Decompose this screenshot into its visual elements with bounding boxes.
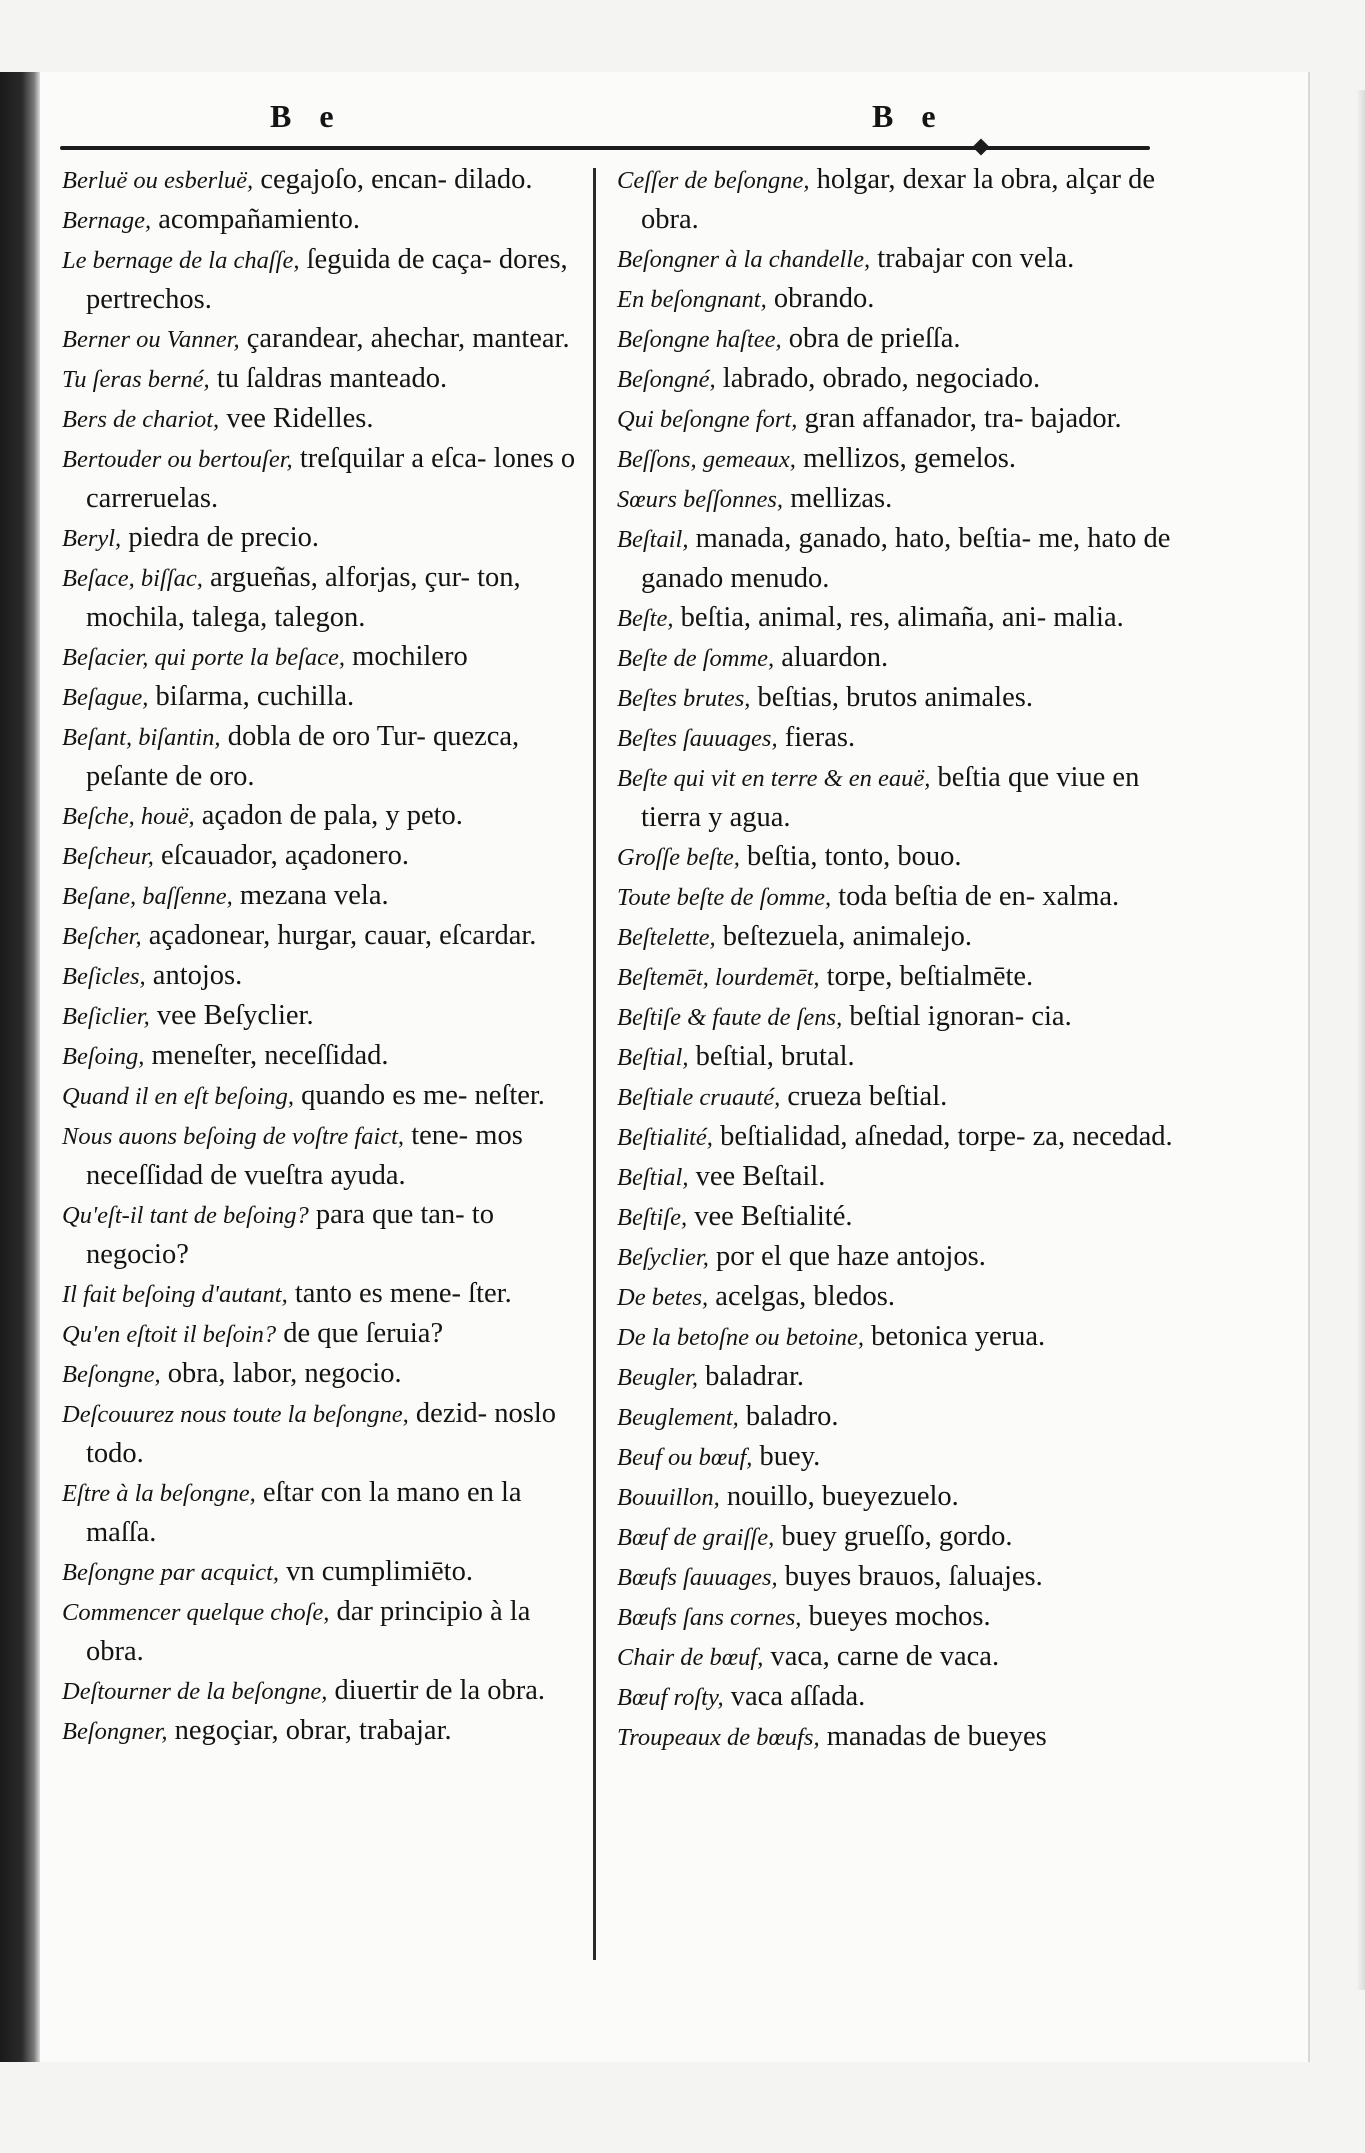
dictionary-entry — [62, 916, 584, 956]
dictionary-entry — [617, 678, 1177, 718]
dictionary-entry — [617, 638, 1177, 678]
entry-definition: baladrar. — [697, 1361, 804, 1392]
entry-definition: buey grueſſo, gordo. — [774, 1521, 1013, 1552]
entry-definition: ſeguida de caça- dores, pertrechos. — [86, 244, 568, 315]
entry-headword: Beſte de ſomme, — [617, 645, 775, 672]
dictionary-entry — [617, 1597, 1177, 1637]
running-head-left: B e — [270, 98, 344, 134]
entry-definition: labrado, obrado, negociado. — [715, 363, 1041, 394]
entry-definition: beſtezuela, animalejo. — [715, 921, 972, 952]
entry-headword: De la betoſne ou betoine, — [617, 1324, 864, 1351]
dictionary-entry — [62, 1473, 584, 1552]
dictionary-entry — [617, 1277, 1177, 1317]
entry-headword: Beſtiale cruauté, — [617, 1084, 781, 1111]
dictionary-entry — [62, 439, 584, 518]
entry-definition: beſtial ignoran- cia. — [842, 1001, 1072, 1032]
entry-definition: holgar, dexar la obra, alçar de obra. — [641, 164, 1155, 235]
entry-definition: mochilero — [345, 641, 468, 672]
entry-headword: Beſicles, — [62, 963, 146, 990]
page-right-edge — [1357, 90, 1365, 1990]
entry-headword: Bœufs ſauuages, — [617, 1564, 778, 1591]
entry-headword: Beuf ou bœuf, — [617, 1444, 753, 1471]
dictionary-entry — [617, 1317, 1177, 1357]
dictionary-entry — [617, 1517, 1177, 1557]
dictionary-entry — [617, 1157, 1177, 1197]
entry-headword: Ceſſer de beſongne, — [617, 167, 810, 194]
entry-headword: Tu ſeras berné, — [62, 366, 210, 393]
entry-definition: trabajar con vela. — [870, 243, 1075, 274]
entry-definition: acelgas, bledos. — [708, 1281, 895, 1312]
entry-definition: manada, ganado, hato, beſtia- me, hato de ganado menudo. — [641, 523, 1171, 594]
entry-headword: Sœurs beſſonnes, — [617, 486, 784, 513]
dictionary-entry — [617, 1077, 1177, 1117]
entry-definition: tene- mos neceſſidad de vueſtra ayuda. — [86, 1120, 523, 1191]
dictionary-entry — [62, 1116, 584, 1195]
entry-headword: Beſtail, — [617, 526, 689, 553]
dictionary-entry — [62, 717, 584, 796]
entry-definition: dezid- noslo todo. — [86, 1398, 557, 1469]
entry-headword: Quand il en eſt beſoing, — [62, 1083, 295, 1110]
entry-definition: mezana vela. — [232, 880, 389, 911]
entry-headword: Beſoing, — [62, 1043, 145, 1070]
dictionary-entry — [62, 399, 584, 439]
entry-headword: Beſſons, gemeaux, — [617, 446, 796, 473]
dictionary-entry — [62, 836, 584, 876]
entry-definition: dar principio à la obra. — [86, 1596, 531, 1667]
entry-headword: Beſtiſe, — [617, 1204, 688, 1231]
entry-headword: Qu'eſt-il tant de beſoing? — [62, 1202, 309, 1229]
dictionary-entry — [617, 1237, 1177, 1277]
entry-definition: por el que haze antojos. — [708, 1241, 986, 1272]
entry-definition: vaca aſſada. — [723, 1681, 866, 1712]
entry-definition: vee Beſtialité. — [687, 1201, 853, 1232]
entry-headword: Beſtes brutes, — [617, 685, 751, 712]
entry-definition: mellizas. — [783, 483, 893, 514]
entry-definition: fieras. — [777, 722, 856, 753]
entry-definition: meneſter, neceſſidad. — [144, 1040, 389, 1071]
entry-headword: Qui beſongne fort, — [617, 406, 798, 433]
entry-definition: negoçiar, obrar, trabajar. — [167, 1715, 452, 1746]
scan-binding-shadow — [0, 72, 40, 2062]
dictionary-entry — [62, 876, 584, 916]
dictionary-entry — [617, 837, 1177, 877]
entry-headword: Beſace, biſſac, — [62, 565, 203, 592]
entry-headword: Beſongné, — [617, 366, 716, 393]
entry-definition: eſcauador, açadonero. — [153, 840, 410, 871]
entry-headword: Beſongne haſtee, — [617, 326, 782, 353]
entry-headword: Beſtialité, — [617, 1124, 713, 1151]
entry-definition: tanto es mene- ſter. — [287, 1278, 512, 1309]
entry-definition: obra, labor, negocio. — [160, 1358, 402, 1389]
dictionary-entry — [617, 1677, 1177, 1717]
entry-headword: Berluë ou esberluë, — [62, 167, 254, 194]
entry-headword: Beſte, — [617, 605, 674, 632]
entry-headword: Beſane, baſſenne, — [62, 883, 233, 910]
dictionary-entry — [617, 1437, 1177, 1477]
entry-definition: beſtial, brutal. — [688, 1041, 855, 1072]
entry-definition: manadas de bueyes — [819, 1721, 1047, 1752]
entry-definition: torpe, beſtialmēte. — [819, 961, 1034, 992]
dictionary-entry — [617, 359, 1177, 399]
entry-definition: beſtia, animal, res, alimaña, ani- malia. — [673, 602, 1124, 633]
entry-definition: açadon de pala, y peto. — [194, 800, 463, 831]
entry-definition: piedra de precio. — [121, 522, 320, 553]
entry-definition: crueza beſtial. — [780, 1081, 948, 1112]
entry-headword: Beſtemēt, lourdemēt, — [617, 964, 820, 991]
dictionary-entry — [617, 1357, 1177, 1397]
entry-definition: aluardon. — [774, 642, 889, 673]
dictionary-entry — [62, 996, 584, 1036]
entry-headword: Beryl, — [62, 525, 122, 552]
dictionary-entry — [617, 160, 1177, 239]
entry-headword: Beſte qui vit en terre & en eauë, — [617, 765, 931, 792]
entry-headword: Beſche, houë, — [62, 803, 195, 830]
dictionary-entry — [62, 319, 584, 359]
entry-headword: Beſtial, — [617, 1164, 689, 1191]
entry-definition: açadonear, hurgar, cauar, eſcardar. — [141, 920, 537, 951]
entry-headword: Bers de chariot, — [62, 406, 220, 433]
dictionary-entry — [617, 479, 1177, 519]
dictionary-entry — [617, 1197, 1177, 1237]
entry-headword: Beugler, — [617, 1364, 698, 1391]
entry-headword: Beſtelette, — [617, 924, 716, 951]
entry-definition: acompañamiento. — [151, 204, 361, 235]
entry-definition: buey. — [752, 1441, 821, 1472]
dictionary-entry — [617, 1637, 1177, 1677]
dictionary-entry — [62, 1314, 584, 1354]
entry-headword: Beſacier, qui porte la beſace, — [62, 644, 346, 671]
entry-definition: obra de prieſſa. — [781, 323, 961, 354]
entry-definition: beſtia que viue en tierra y agua. — [641, 762, 1140, 833]
entry-definition: antojos. — [145, 960, 243, 991]
dictionary-entry — [617, 917, 1177, 957]
dictionary-entry — [617, 997, 1177, 1037]
entry-definition: vee Ridelles. — [219, 403, 374, 434]
dictionary-entry — [62, 677, 584, 717]
entry-headword: Le bernage de la chaſſe, — [62, 247, 300, 274]
entry-definition: argueñas, alforjas, çur- ton, mochila, talega, talegon. — [86, 562, 521, 633]
entry-headword: Beſague, — [62, 684, 149, 711]
entry-headword: Beſcheur, — [62, 843, 154, 870]
entry-definition: baladro. — [738, 1401, 839, 1432]
entry-headword: Troupeaux de bœufs, — [617, 1724, 820, 1751]
entry-headword: Bœuf roſty, — [617, 1684, 724, 1711]
entry-definition: vee Beſtail. — [688, 1161, 826, 1192]
entry-headword: Deſcouurez nous toute la beſongne, — [62, 1401, 409, 1428]
dictionary-entry — [62, 1354, 584, 1394]
dictionary-entry — [62, 200, 584, 240]
dictionary-entry — [617, 1477, 1177, 1517]
entry-definition: gran affanador, tra- bajador. — [797, 403, 1122, 434]
entry-headword: Bœuf de graiſſe, — [617, 1524, 775, 1551]
dictionary-entry — [62, 1671, 584, 1711]
entry-definition: diuertir de la obra. — [327, 1675, 545, 1706]
entry-headword: Nous auons beſoing de voſtre faict, — [62, 1123, 405, 1150]
entry-definition: betonica yerua. — [863, 1321, 1046, 1352]
entry-headword: Il fait beſoing d'autant, — [62, 1281, 288, 1308]
entry-headword: Berner ou Vanner, — [62, 326, 240, 353]
entry-headword: Beſant, biſantin, — [62, 724, 221, 751]
entry-definition: eſtar con la mano en la maſſa. — [86, 1477, 522, 1548]
entry-headword: Beſongner, — [62, 1718, 168, 1745]
entry-headword: Bertouder ou bertouſer, — [62, 446, 293, 473]
entry-definition: vaca, carne de vaca. — [763, 1641, 1000, 1672]
entry-definition: biſarma, cuchilla. — [148, 681, 355, 712]
entry-headword: Qu'en eſtoit il beſoin? — [62, 1321, 277, 1348]
right-column — [617, 160, 1177, 1757]
dictionary-entry — [617, 439, 1177, 479]
entry-headword: Beſtes ſauuages, — [617, 725, 778, 752]
dictionary-entry — [617, 239, 1177, 279]
entry-definition: beſtialidad, aſnedad, torpe- za, necedad. — [712, 1121, 1173, 1152]
entry-headword: Beſiclier, — [62, 1003, 150, 1030]
dictionary-entry — [617, 1037, 1177, 1077]
entry-headword: En beſongnant, — [617, 286, 767, 313]
dictionary-entry — [62, 637, 584, 677]
dictionary-entry — [617, 1397, 1177, 1437]
entry-definition: quando es me- neſter. — [294, 1080, 545, 1111]
entry-headword: Beſyclier, — [617, 1244, 709, 1271]
entry-definition: tu ſaldras manteado. — [209, 363, 448, 394]
dictionary-entry — [617, 519, 1177, 598]
dictionary-entry — [617, 718, 1177, 758]
entry-definition: bueyes mochos. — [801, 1601, 991, 1632]
entry-definition: nouillo, bueyezuelo. — [719, 1481, 959, 1512]
entry-definition: dobla de oro Tur- quezca, peſante de oro. — [86, 721, 520, 792]
dictionary-entry — [617, 1117, 1177, 1157]
entry-definition: buyes brauos, ſaluajes. — [777, 1561, 1043, 1592]
entry-definition: mellizos, gemelos. — [795, 443, 1016, 474]
dictionary-entry — [617, 319, 1177, 359]
dictionary-entry — [617, 877, 1177, 917]
dictionary-entry — [617, 957, 1177, 997]
entry-headword: Beſtial, — [617, 1044, 689, 1071]
left-column — [62, 160, 584, 1751]
entry-headword: Eſtre à la beſongne, — [62, 1480, 256, 1507]
entry-headword: Beſcher, — [62, 923, 142, 950]
entry-headword: Commencer quelque choſe, — [62, 1599, 330, 1626]
entry-definition: para que tan- to negocio? — [86, 1199, 494, 1270]
entry-headword: Beſongne, — [62, 1361, 161, 1388]
entry-headword: Bœufs ſans cornes, — [617, 1604, 802, 1631]
entry-headword: Bernage, — [62, 207, 152, 234]
dictionary-entry — [62, 956, 584, 996]
entry-headword: Bouuillon, — [617, 1484, 720, 1511]
dictionary-entry — [62, 1711, 584, 1751]
entry-definition: çarandear, ahechar, mantear. — [239, 323, 570, 354]
entry-headword: Beſongne par acquict, — [62, 1559, 280, 1586]
entry-definition: beſtias, brutos animales. — [750, 682, 1033, 713]
dictionary-entry — [62, 160, 584, 200]
entry-definition: de que ſeruia? — [276, 1318, 444, 1349]
entry-definition: vn cumplimiēto. — [279, 1556, 473, 1587]
dictionary-entry — [62, 518, 584, 558]
column-divider — [593, 168, 596, 1960]
entry-headword: Beſtiſe & faute de ſens, — [617, 1004, 843, 1031]
entry-definition: beſtia, tonto, bouo. — [739, 841, 962, 872]
dictionary-entry — [62, 1592, 584, 1671]
entry-definition: cegajoſo, encan- dilado. — [253, 164, 533, 195]
dictionary-entry — [62, 1195, 584, 1274]
dictionary-entry — [62, 359, 584, 399]
dictionary-entry — [62, 1552, 584, 1592]
dictionary-entry — [617, 399, 1177, 439]
dictionary-entry — [617, 279, 1177, 319]
entry-headword: Chair de bœuf, — [617, 1644, 764, 1671]
dictionary-entry — [62, 796, 584, 836]
dictionary-entry — [617, 1717, 1177, 1757]
entry-definition: toda beſtia de en- xalma. — [831, 881, 1120, 912]
entry-definition: obrando. — [766, 283, 875, 314]
entry-headword: Deſtourner de la beſongne, — [62, 1678, 328, 1705]
dictionary-entry — [617, 598, 1177, 638]
entry-headword: De betes, — [617, 1284, 709, 1311]
entry-definition: vee Beſyclier. — [149, 1000, 314, 1031]
dictionary-entry — [617, 758, 1177, 837]
dictionary-entry — [62, 1274, 584, 1314]
entry-headword: Beſongner à la chandelle, — [617, 246, 871, 273]
entry-headword: Beuglement, — [617, 1404, 739, 1431]
dictionary-entry — [62, 240, 584, 319]
running-head-right: B e — [872, 98, 946, 134]
entry-headword: Groſſe beſte, — [617, 844, 740, 871]
entry-headword: Toute beſte de ſomme, — [617, 884, 832, 911]
dictionary-entry — [617, 1557, 1177, 1597]
dictionary-entry — [62, 1036, 584, 1076]
dictionary-entry — [62, 558, 584, 637]
entry-definition: treſquilar a eſca- lones o carreruelas. — [86, 443, 576, 514]
dictionary-entry — [62, 1076, 584, 1116]
dictionary-entry — [62, 1394, 584, 1473]
